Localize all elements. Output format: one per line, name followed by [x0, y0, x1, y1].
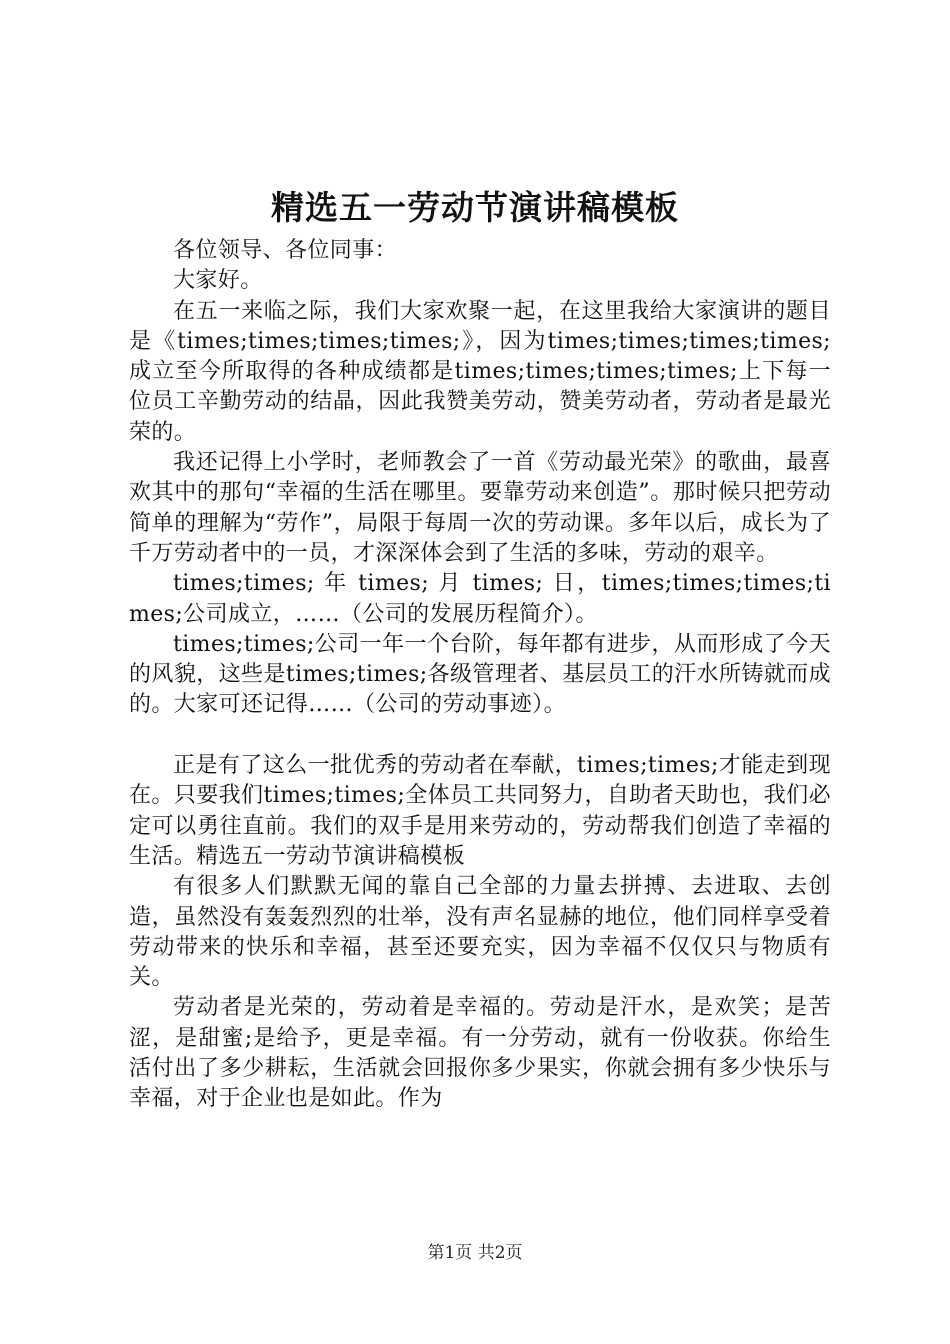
paragraph-memory: 我还记得上小学时，老师教会了一首《劳动最光荣》的歌曲，最喜欢其中的那句“幸福的生活在哪里。要靠劳动来创造”。那时候只把劳动简单的理解为“劳作”，局限于每周一次的劳动课。多年以后，成长为了千万劳动者中的一员，才深深体会到了生活的多味，劳动的艰辛。 [129, 450, 831, 566]
paragraph-intro: 在五一来临之际，我们大家欢聚一起，在这里我给大家演讲的题目是《times;times;times;times;》，因为times;times;times;times;成立至今所取得的各种成绩都是times;times;times;times;上下每一位员工辛勤劳动的结晶，因此我赞美劳动，赞美劳动者，劳动者是最光荣的。 [129, 298, 831, 445]
paragraph-company-progress: times;times;公司一年一个台阶，每年都有进步，从而形成了今天的风貌，这些是times;times;各级管理者、基层员工的汗水所铸就而成的。大家可还记得……（公司的劳动事迹）。 [129, 631, 831, 718]
paragraph-salutation: 各位领导、各位同事： [173, 238, 398, 263]
paragraph-company-founding: times;times; 年 times; 月 times; 日，times;times;times;times;公司成立，……（公司的发展历程简介）。 [129, 571, 831, 627]
paragraph-unsung-workers: 有很多人们默默无闻的靠自己全部的力量去拼搏、去进取、去创造，虽然没有轰轰烈烈的壮举，没有声名显赫的地位，他们同样享受着劳动带来的快乐和幸福，甚至还要充实，因为幸福不仅仅只与物质有关。 [129, 874, 831, 991]
document-title: 精选五一劳动节演讲稿模板 [271, 188, 679, 227]
paragraph-labor-glory: 劳动者是光荣的，劳动着是幸福的。劳动是汗水，是欢笑；是苦涩，是甜蜜;是给予，更是幸福。有一分劳动，就有一份收获。你给生活付出了多少耕耘，生活就会回报你多少果实，你就会拥有多少快乐与幸福，对于企业也是如此。作为 [129, 995, 831, 1112]
paragraph-dedication: 正是有了这么一批优秀的劳动者在奉献，times;times;才能走到现在。只要我们times;times;全体员工共同努力，自助者天助也，我们必定可以勇往直前。我们的双手是用来劳动的，劳动帮我们创造了幸福的生活。精选五一劳动节演讲稿模板 [129, 753, 831, 869]
document-body [129, 236, 831, 1115]
page-indicator: 第1页 共2页 [427, 1243, 523, 1263]
paragraph-spacer [129, 721, 831, 751]
paragraph-greeting: 大家好。 [173, 268, 263, 294]
